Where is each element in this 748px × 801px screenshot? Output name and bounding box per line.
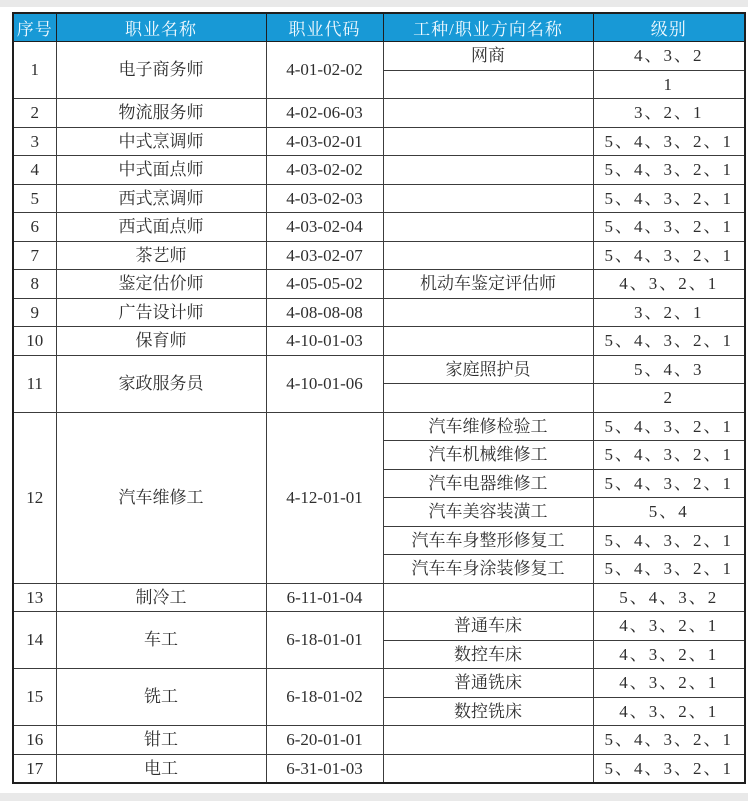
cell-direction: 家庭照护员 bbox=[383, 355, 593, 384]
table-row bbox=[13, 754, 745, 783]
cell-occupation-name: 电工 bbox=[56, 754, 266, 783]
cell-direction bbox=[383, 70, 593, 99]
cell-direction: 普通铣床 bbox=[383, 669, 593, 698]
cell-direction: 数控车床 bbox=[383, 640, 593, 669]
cell-index: 13 bbox=[13, 583, 56, 612]
cell-occupation-code: 4-03-02-03 bbox=[266, 184, 383, 213]
cell-occupation-code: 4-12-01-01 bbox=[266, 412, 383, 583]
cell-level: 5、4、3、2、1 bbox=[593, 241, 745, 270]
table-row bbox=[13, 184, 745, 213]
cell-level: 5、4、3、2、1 bbox=[593, 127, 745, 156]
table-row bbox=[13, 612, 745, 641]
column-header-direction: 工种/职业方向名称 bbox=[383, 13, 593, 42]
cell-index: 14 bbox=[13, 612, 56, 669]
cell-index: 6 bbox=[13, 213, 56, 242]
cell-direction: 汽车美容装潢工 bbox=[383, 498, 593, 527]
table-row bbox=[13, 156, 745, 185]
cell-occupation-name: 西式烹调师 bbox=[56, 184, 266, 213]
cell-occupation-name: 中式烹调师 bbox=[56, 127, 266, 156]
cell-index: 16 bbox=[13, 726, 56, 755]
cell-index: 5 bbox=[13, 184, 56, 213]
cell-occupation-code: 6-18-01-01 bbox=[266, 612, 383, 669]
cell-occupation-name: 西式面点师 bbox=[56, 213, 266, 242]
cell-index: 3 bbox=[13, 127, 56, 156]
cell-level: 5、4、3、2、1 bbox=[593, 754, 745, 783]
cell-index: 9 bbox=[13, 298, 56, 327]
table-row bbox=[13, 241, 745, 270]
cell-index: 8 bbox=[13, 270, 56, 299]
cell-index: 15 bbox=[13, 669, 56, 726]
cell-level: 5、4、3、2、1 bbox=[593, 156, 745, 185]
cell-direction bbox=[383, 754, 593, 783]
cell-occupation-name: 中式面点师 bbox=[56, 156, 266, 185]
column-header-occupation-code: 职业代码 bbox=[266, 13, 383, 42]
table-row bbox=[13, 298, 745, 327]
cell-occupation-code: 4-02-06-03 bbox=[266, 99, 383, 128]
cell-index: 12 bbox=[13, 412, 56, 583]
cell-level: 5、4、3、2、1 bbox=[593, 469, 745, 498]
column-header-occupation-name: 职业名称 bbox=[56, 13, 266, 42]
cell-occupation-code: 6-11-01-04 bbox=[266, 583, 383, 612]
cell-direction: 汽车机械维修工 bbox=[383, 441, 593, 470]
cell-level: 4、3、2、1 bbox=[593, 270, 745, 299]
bottom-margin-band bbox=[0, 793, 748, 801]
cell-index: 11 bbox=[13, 355, 56, 412]
table-row bbox=[13, 127, 745, 156]
cell-level: 2 bbox=[593, 384, 745, 413]
cell-level: 5、4、3、2、1 bbox=[593, 327, 745, 356]
cell-index: 10 bbox=[13, 327, 56, 356]
cell-direction: 网商 bbox=[383, 42, 593, 71]
cell-occupation-code: 6-20-01-01 bbox=[266, 726, 383, 755]
cell-direction: 汽车车身涂装修复工 bbox=[383, 555, 593, 584]
cell-occupation-code: 4-08-08-08 bbox=[266, 298, 383, 327]
table-row bbox=[13, 327, 745, 356]
cell-level: 4、3、2、1 bbox=[593, 697, 745, 726]
cell-index: 4 bbox=[13, 156, 56, 185]
cell-occupation-name: 茶艺师 bbox=[56, 241, 266, 270]
cell-level: 4、3、2、1 bbox=[593, 669, 745, 698]
table-row bbox=[13, 355, 745, 384]
cell-index: 2 bbox=[13, 99, 56, 128]
header-row bbox=[13, 13, 745, 42]
column-header-index: 序号 bbox=[13, 13, 56, 42]
cell-occupation-name: 物流服务师 bbox=[56, 99, 266, 128]
cell-occupation-code: 4-03-02-02 bbox=[266, 156, 383, 185]
table-row bbox=[13, 270, 745, 299]
cell-level: 1 bbox=[593, 70, 745, 99]
cell-level: 5、4、3、2、1 bbox=[593, 726, 745, 755]
cell-level: 5、4、3、2、1 bbox=[593, 213, 745, 242]
cell-occupation-name: 家政服务员 bbox=[56, 355, 266, 412]
cell-direction bbox=[383, 298, 593, 327]
cell-occupation-name: 广告设计师 bbox=[56, 298, 266, 327]
table-row bbox=[13, 99, 745, 128]
cell-index: 17 bbox=[13, 754, 56, 783]
table-row bbox=[13, 583, 745, 612]
cell-occupation-code: 4-03-02-07 bbox=[266, 241, 383, 270]
cell-occupation-name: 电子商务师 bbox=[56, 42, 266, 99]
table-row bbox=[13, 669, 745, 698]
cell-level: 3、2、1 bbox=[593, 99, 745, 128]
cell-direction bbox=[383, 583, 593, 612]
cell-direction bbox=[383, 127, 593, 156]
table-row bbox=[13, 412, 745, 441]
cell-direction: 数控铣床 bbox=[383, 697, 593, 726]
cell-level: 3、2、1 bbox=[593, 298, 745, 327]
top-margin-band bbox=[0, 0, 748, 7]
cell-direction bbox=[383, 384, 593, 413]
cell-occupation-code: 4-03-02-01 bbox=[266, 127, 383, 156]
cell-direction: 机动车鉴定评估师 bbox=[383, 270, 593, 299]
cell-level: 5、4 bbox=[593, 498, 745, 527]
cell-direction bbox=[383, 213, 593, 242]
cell-direction bbox=[383, 241, 593, 270]
cell-occupation-code: 4-10-01-06 bbox=[266, 355, 383, 412]
cell-direction: 汽车车身整形修复工 bbox=[383, 526, 593, 555]
cell-occupation-name: 保育师 bbox=[56, 327, 266, 356]
cell-occupation-code: 4-05-05-02 bbox=[266, 270, 383, 299]
table-row bbox=[13, 42, 745, 71]
cell-occupation-name: 鉴定估价师 bbox=[56, 270, 266, 299]
cell-occupation-name: 铣工 bbox=[56, 669, 266, 726]
occupation-level-table bbox=[12, 12, 746, 784]
cell-occupation-code: 4-03-02-04 bbox=[266, 213, 383, 242]
cell-occupation-name: 汽车维修工 bbox=[56, 412, 266, 583]
cell-direction: 汽车维修检验工 bbox=[383, 412, 593, 441]
cell-occupation-code: 4-01-02-02 bbox=[266, 42, 383, 99]
cell-occupation-code: 6-18-01-02 bbox=[266, 669, 383, 726]
cell-direction bbox=[383, 726, 593, 755]
cell-occupation-code: 4-10-01-03 bbox=[266, 327, 383, 356]
cell-direction bbox=[383, 156, 593, 185]
cell-level: 4、3、2、1 bbox=[593, 612, 745, 641]
cell-level: 5、4、3、2、1 bbox=[593, 412, 745, 441]
table-row bbox=[13, 726, 745, 755]
cell-level: 4、3、2、1 bbox=[593, 640, 745, 669]
cell-index: 1 bbox=[13, 42, 56, 99]
cell-direction bbox=[383, 327, 593, 356]
cell-level: 5、4、3、2、1 bbox=[593, 526, 745, 555]
cell-occupation-name: 制冷工 bbox=[56, 583, 266, 612]
cell-direction: 普通车床 bbox=[383, 612, 593, 641]
cell-direction: 汽车电器维修工 bbox=[383, 469, 593, 498]
table-row bbox=[13, 213, 745, 242]
cell-level: 5、4、3、2、1 bbox=[593, 441, 745, 470]
cell-level: 5、4、3、2、1 bbox=[593, 555, 745, 584]
cell-level: 5、4、3、2 bbox=[593, 583, 745, 612]
cell-occupation-name: 车工 bbox=[56, 612, 266, 669]
cell-index: 7 bbox=[13, 241, 56, 270]
cell-direction bbox=[383, 184, 593, 213]
cell-level: 5、4、3 bbox=[593, 355, 745, 384]
column-header-level: 级别 bbox=[593, 13, 745, 42]
cell-direction bbox=[383, 99, 593, 128]
cell-level: 4、3、2 bbox=[593, 42, 745, 71]
cell-occupation-name: 钳工 bbox=[56, 726, 266, 755]
cell-occupation-code: 6-31-01-03 bbox=[266, 754, 383, 783]
cell-level: 5、4、3、2、1 bbox=[593, 184, 745, 213]
